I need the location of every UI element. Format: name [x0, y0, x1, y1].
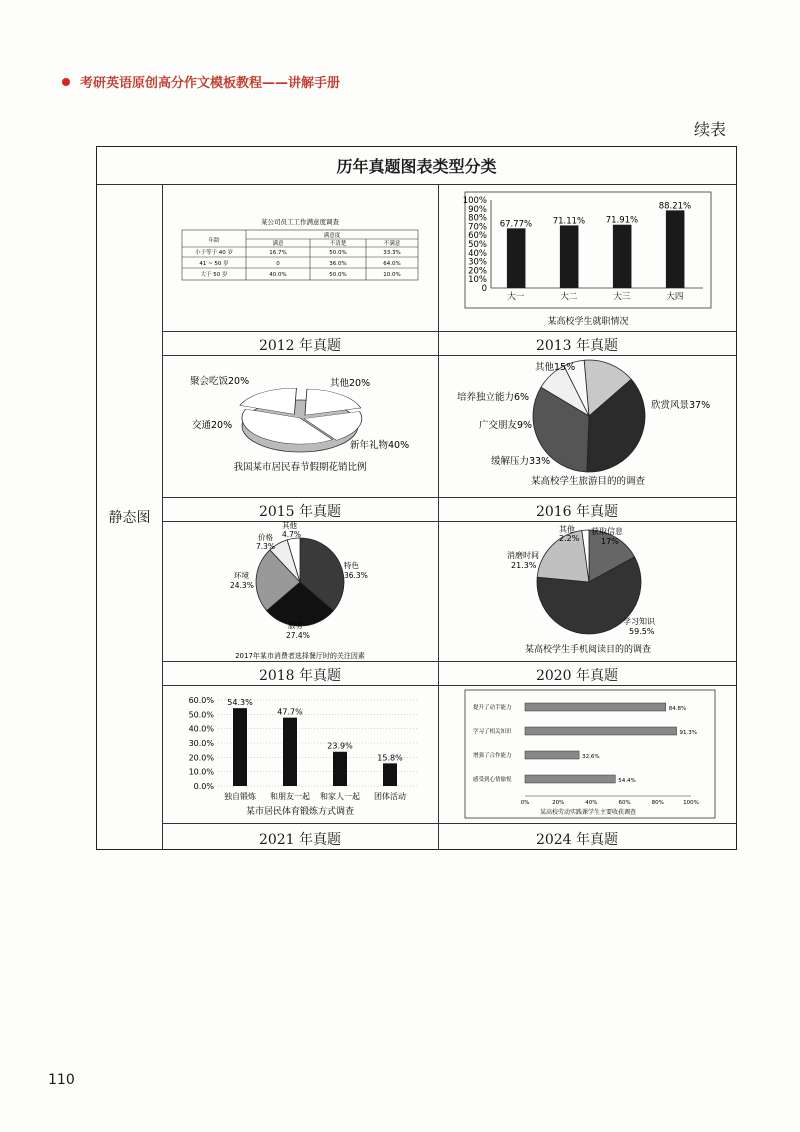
chart-2012-table: [162, 184, 438, 330]
pie-pct: 17%: [601, 537, 619, 546]
pie-label: 服务: [288, 621, 303, 630]
bar: [233, 708, 247, 786]
data-label: 54.3%: [227, 698, 253, 708]
y-tick-label: 50%: [468, 240, 487, 250]
chart-2020-pie: [439, 520, 737, 662]
data-label: 23.9%: [327, 741, 353, 751]
category-label: 增强了合作能力: [473, 753, 512, 759]
x-tick-label: 80%: [651, 800, 664, 806]
row-header: 年龄: [208, 238, 220, 244]
pie-label: 学习知识: [623, 617, 655, 626]
cell: 10.0%: [383, 272, 401, 278]
col-header: 满意度: [323, 233, 341, 239]
pie-label: 培养独立能力6%: [457, 392, 530, 403]
pie-pct: 21.3%: [511, 561, 537, 570]
col: 不清楚: [329, 241, 347, 247]
cell: 50.0%: [329, 250, 347, 256]
header-text: 考研英语原创高分作文模板教程——讲解手册: [80, 76, 341, 91]
row-label: 静态图: [97, 184, 163, 849]
divider: [162, 331, 737, 332]
data-label: 47.7%: [277, 707, 303, 717]
col: 不满意: [383, 241, 401, 247]
y-tick-label: 20%: [468, 266, 487, 277]
cell: 36.0%: [329, 261, 347, 267]
caption-2021: 2021 年真题: [258, 832, 342, 848]
x-tick-label: 60%: [618, 800, 631, 806]
data-label: 71.11%: [552, 216, 586, 227]
chart-2013-title: 某高校学生就职情况: [547, 317, 629, 327]
pie-pct: 59.5%: [629, 627, 655, 636]
cell: 大于 50 岁: [200, 272, 228, 278]
caption-2012: 2012 年真题: [258, 338, 342, 354]
category-label: 学习了相关知识: [473, 729, 512, 735]
data-label: 84.8%: [668, 706, 687, 712]
pie-slice: [305, 389, 361, 415]
caption-2013: 2013 年真题: [535, 338, 619, 354]
y-tick-label: 0.0%: [193, 782, 214, 791]
pie-label: 其他20%: [330, 378, 371, 389]
x-tick-label: 和家人一起: [320, 792, 360, 801]
cell: 0: [276, 261, 280, 267]
data-label: 32.6%: [582, 754, 600, 760]
x-tick-label: 20%: [552, 800, 565, 806]
chart-2013-bar: [439, 184, 737, 330]
data-label: 71.91%: [605, 215, 639, 226]
y-tick-label: 70%: [468, 222, 487, 233]
y-tick-label: 40.0%: [188, 724, 214, 734]
x-tick-label: 团体活动: [374, 792, 406, 801]
pie-label: 缓解压力33%: [491, 456, 551, 467]
x-tick-label: 和朋友一起: [270, 792, 310, 801]
pie-label: 获取信息: [591, 527, 623, 536]
pie-label: 欣赏风景37%: [651, 400, 711, 411]
chart-2018-pie: [162, 520, 438, 662]
pie-label: 新年礼物40%: [350, 440, 410, 451]
bar: [560, 225, 579, 288]
data-label: 54.4%: [618, 778, 636, 784]
caption-2016: 2016 年真题: [535, 504, 619, 520]
bar: [507, 228, 526, 288]
chart-2021-bar: [162, 684, 438, 824]
data-label: 88.21%: [658, 201, 692, 212]
pie-pct: 7.3%: [256, 542, 276, 551]
bar: [283, 718, 297, 786]
chart-2021-title: 某市居民体育锻炼方式调查: [245, 807, 355, 817]
continued-label: 续表: [694, 120, 727, 139]
y-tick-label: 10%: [468, 275, 487, 286]
data-label: 67.77%: [499, 219, 533, 230]
y-tick-label: 50.0%: [188, 710, 214, 720]
x-tick-label: 大一: [507, 292, 525, 302]
bar: [666, 210, 685, 288]
pie-label: 其他15%: [535, 362, 576, 373]
bar: [525, 751, 579, 759]
col: 满意: [272, 241, 284, 247]
pie-pct: 24.3%: [230, 581, 254, 590]
x-tick-label: 大三: [613, 292, 631, 302]
bar: [525, 775, 615, 783]
data-label: 91.3%: [679, 730, 698, 736]
bar: [525, 703, 666, 711]
pie-label: 其他: [282, 521, 297, 530]
pie-pct: 27.4%: [286, 631, 310, 640]
x-tick-label: 100%: [683, 800, 699, 806]
category-label: 提升了动手能力: [473, 705, 512, 711]
chart-2024-hbar: [439, 684, 737, 824]
pie-label: 特色: [344, 561, 359, 570]
chart-2018-title: 2017年某市消费者选择餐厅时的关注因素: [235, 652, 365, 660]
chart-2016-title: 某高校学生旅游目的的调查: [530, 476, 646, 487]
y-tick-label: 20.0%: [188, 753, 214, 763]
pie-label: 交通20%: [192, 420, 233, 431]
pie-label: 环境: [234, 571, 249, 580]
y-tick-label: 90%: [468, 204, 487, 215]
cell: 小于等于 40 岁: [195, 250, 233, 256]
pie-label: 消磨时间: [507, 551, 539, 560]
cell: 50.0%: [329, 272, 347, 278]
y-tick-label: 30.0%: [188, 739, 214, 748]
pie-label: 价格: [258, 533, 273, 542]
x-tick-label: 40%: [585, 800, 598, 806]
chart-2015-title: 我国某市居民春节假期花销比例: [233, 462, 367, 473]
bar: [383, 763, 397, 786]
running-header: [62, 72, 340, 91]
y-tick-label: 40%: [468, 248, 487, 259]
cell: 16.7%: [269, 250, 287, 256]
cell: 64.0%: [383, 261, 401, 267]
pie-label: 广交朋友9%: [479, 420, 533, 431]
bullet-icon: [62, 78, 70, 86]
caption-2024: 2024 年真题: [535, 832, 619, 848]
y-tick-label: 80%: [468, 213, 487, 224]
table-title: 历年真题图表类型分类: [97, 147, 736, 185]
caption-2020: 2020 年真题: [535, 668, 619, 684]
data-label: 15.8%: [377, 753, 403, 763]
pie-pct: 36.3%: [344, 571, 368, 580]
y-tick-label: 10.0%: [188, 767, 214, 777]
cell: 41 ~ 50 岁: [199, 261, 229, 267]
bar: [613, 225, 632, 288]
chart-2016-pie: [439, 356, 737, 498]
pie-pct: 4.7%: [282, 530, 302, 539]
caption-2018: 2018 年真题: [258, 668, 342, 684]
pie-label: 聚会吃饭20%: [190, 376, 250, 387]
pie-pct: 2.2%: [559, 534, 580, 543]
y-tick-label: 60.0%: [188, 696, 214, 705]
caption-2015: 2015 年真题: [258, 504, 342, 520]
pie-label: 其他: [559, 525, 575, 534]
x-tick-label: 0%: [520, 800, 530, 806]
page-number: 110: [48, 1072, 75, 1088]
y-tick-label: 0: [481, 284, 487, 294]
chart-2012-title: 某公司员工工作满意度调查: [261, 218, 339, 226]
chart-2020-title: 某高校学生手机阅读目的的调查: [524, 645, 652, 655]
cell: 40.0%: [269, 272, 287, 278]
x-tick-label: 独自锻炼: [224, 792, 256, 801]
x-tick-label: 大二: [560, 292, 578, 302]
bar: [525, 727, 677, 735]
chart-2015-pie: [162, 356, 438, 498]
cell: 33.3%: [383, 250, 401, 256]
category-label: 感受到心情愉悦: [473, 777, 512, 783]
y-tick-label: 100%: [462, 196, 487, 206]
chart-2024-title: 某高校劳动实践课学生主要收获调查: [539, 809, 637, 816]
bar: [333, 752, 347, 786]
y-tick-label: 30%: [468, 257, 487, 268]
x-tick-label: 大四: [666, 292, 684, 302]
y-tick-label: 60%: [468, 231, 487, 242]
